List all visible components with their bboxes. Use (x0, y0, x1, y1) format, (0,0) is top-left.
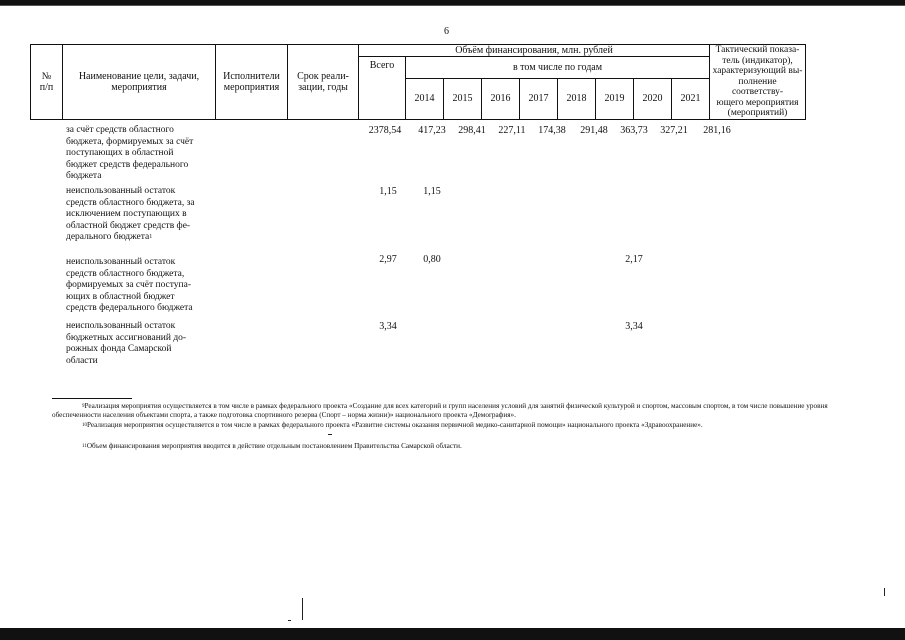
scan-edge-bottom (0, 628, 905, 640)
footnote-10: $^{10}$Реализация мероприятия осуществляется в том числе в рамках федерального проекта «Развитие системы оказания первичной медико-санитарной помощи» национального проекта «Здравоохранение». (82, 421, 703, 429)
row-label: за счёт средств областного бюджета, формируемых за счёт поступающих в областной бюджет средств федерального бюджета (66, 125, 194, 181)
header-number: № п/п (31, 45, 63, 120)
row-value: 363,73 (620, 125, 648, 136)
row-value: 291,48 (580, 125, 608, 136)
header-year: 2016 (482, 78, 520, 119)
header-year: 2019 (596, 78, 634, 119)
footnote-ref: 1 (149, 234, 153, 240)
row-value: 327,21 (660, 125, 688, 136)
header-year: 2018 (558, 78, 596, 119)
header-term: Срок реали- зации, годы (288, 45, 359, 120)
row-label: неиспользованный остаток средств областного бюджета, за исключением поступающих в областной бюджет средств фе- дерального бюджета$^1$ (66, 186, 195, 242)
footnote-11: $^{11}$Объем финансирования мероприятия вводится в действие отдельным постановлением Правительства Самарской области. (82, 442, 462, 450)
row-value: 417,23 (418, 125, 446, 136)
header-by-years: в том числе по годам (406, 57, 710, 79)
row-total: 1,15 (379, 186, 397, 197)
row-value: 227,11 (498, 125, 526, 136)
header-name: Наименование цели, задачи, мероприятия (63, 45, 216, 120)
row-value: 2,17 (625, 254, 643, 265)
row-value: 1,15 (423, 186, 441, 197)
row-total: 2,97 (379, 254, 397, 265)
row-value: 281,16 (703, 125, 731, 136)
header-year: 2020 (634, 78, 672, 119)
header-indicator: Тактический показа- тель (индикатор), характеризующий вы- полнение соответству- ющего мероприятия (мероприятий) (710, 45, 806, 120)
row-value: 0,80 (423, 254, 441, 265)
scan-speck (328, 434, 332, 435)
row-total: 3,34 (379, 321, 397, 332)
page-number: 6 (444, 26, 449, 37)
row-value: 3,34 (625, 321, 643, 332)
row-total: 2378,54 (368, 125, 402, 136)
header-year: 2015 (444, 78, 482, 119)
row-value: 298,41 (458, 125, 486, 136)
header-funding: Объём финансирования, млн. рублей (359, 45, 710, 57)
row-label: неиспользованный остаток бюджетных ассигнований до- рожных фонда Самарской области (66, 321, 187, 366)
footnote-separator (52, 398, 132, 399)
footnote-9: $^9$Реализация мероприятия осуществляется в том числе в рамках федерального проекта «Создание для всех категорий и групп населения условий для занятий физической культурой и спортом, массовым спортом, в том числе повышение уровня обеспеченности населения объектами спорта, а также подготовка спортивного резерва (Спорт – норма жизни)» национального проекта «Демография». (52, 402, 828, 419)
header-year: 2021 (672, 78, 710, 119)
header-year: 2017 (520, 78, 558, 119)
header-executors: Исполнители мероприятия (216, 45, 288, 120)
scan-speck (884, 588, 885, 596)
scan-speck (288, 620, 291, 621)
row-value: 174,38 (538, 125, 566, 136)
header-year: 2014 (406, 78, 444, 119)
row-label: неиспользованный остаток средств областного бюджета, формируемых за счёт поступа- ющих в областной бюджет средств федерального бюджета (66, 257, 193, 313)
scan-speck (302, 598, 303, 620)
scan-edge-top (0, 0, 905, 5)
header-total: Всего (359, 57, 406, 120)
funding-table-header (30, 44, 806, 120)
